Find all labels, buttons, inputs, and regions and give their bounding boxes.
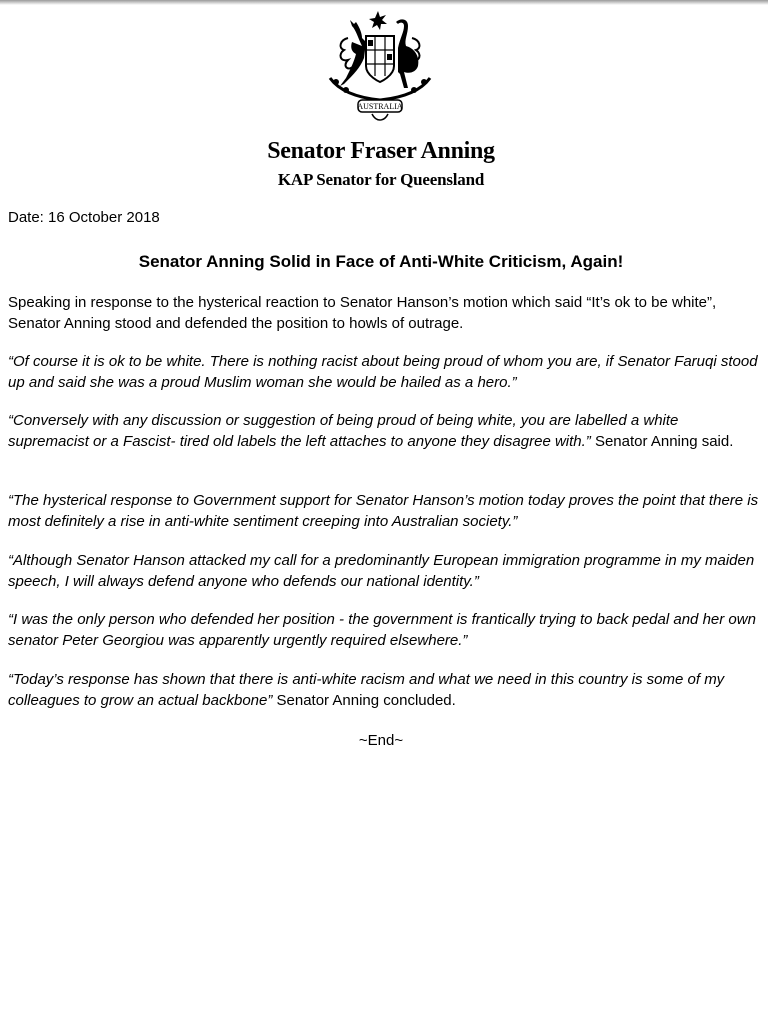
paragraph [8,609,760,651]
paragraph-plain: Senator Anning concluded. [272,692,456,709]
paragraph [8,490,760,532]
commonwealth-star [369,11,387,30]
kangaroo [340,20,366,86]
end-marker: ~End~ [358,732,404,749]
paragraph-quote: “Although Senator Hanson attacked my call for a predominantly European immigration programme in my maiden speech, I will always defend anyone who defends our national identity.” [8,552,755,590]
senator-name: Senator Fraser Anning [267,138,495,164]
paragraph [8,292,760,334]
crest-scroll-text: AUSTRALIA [357,102,403,111]
paragraph-plain: Speaking in response to the hysterical reaction to Senator Hanson’s motion which said “It’s ok to be white”, Senator Anning stood and defended the position to howls of outrage. [8,294,717,332]
paragraph [8,550,760,592]
paragraph-plain: Senator Anning said. [590,433,734,450]
coat-of-arms-crest [300,8,460,130]
paragraph-quote: “I was the only person who defended her position - the government is frantically trying to back pedal and her own senator Peter Georgiou was apparently urgently required elsewhere.” [8,611,756,649]
emu [396,19,418,88]
release-date: Date: 16 October 2018 [8,209,160,226]
paragraph [8,669,760,711]
release-headline: Senator Anning Solid in Face of Anti-White Criticism, Again! [138,252,624,271]
paragraph-quote: “Of course it is ok to be white. There is nothing racist about being proud of whom you are, if Senator Faruqi stood up and said she was a proud Muslim woman she would be hailed as a hero.” [8,353,758,391]
paragraph-quote: “The hysterical response to Government support for Senator Hanson’s motion today proves the point that there is most definitely a rise in anti-white sentiment creeping into Australian society.” [8,492,759,530]
paragraph-quote: “Conversely with any discussion or suggestion of being proud of being white, you are labelled a white supremacist or a Fascist- tired old labels the left attaches to anyone they disagree with.” [8,412,679,450]
page-top-shadow [0,0,768,5]
coat-of-arms-icon [300,8,460,130]
senator-role: KAP Senator for Queensland [277,170,485,189]
paragraph-quote: “Today’s response has shown that there is anti-white racism and what we need in this country is some of my colleagues to grow an actual backbone” [8,671,725,709]
paragraph [8,351,760,393]
paragraph [8,410,760,452]
